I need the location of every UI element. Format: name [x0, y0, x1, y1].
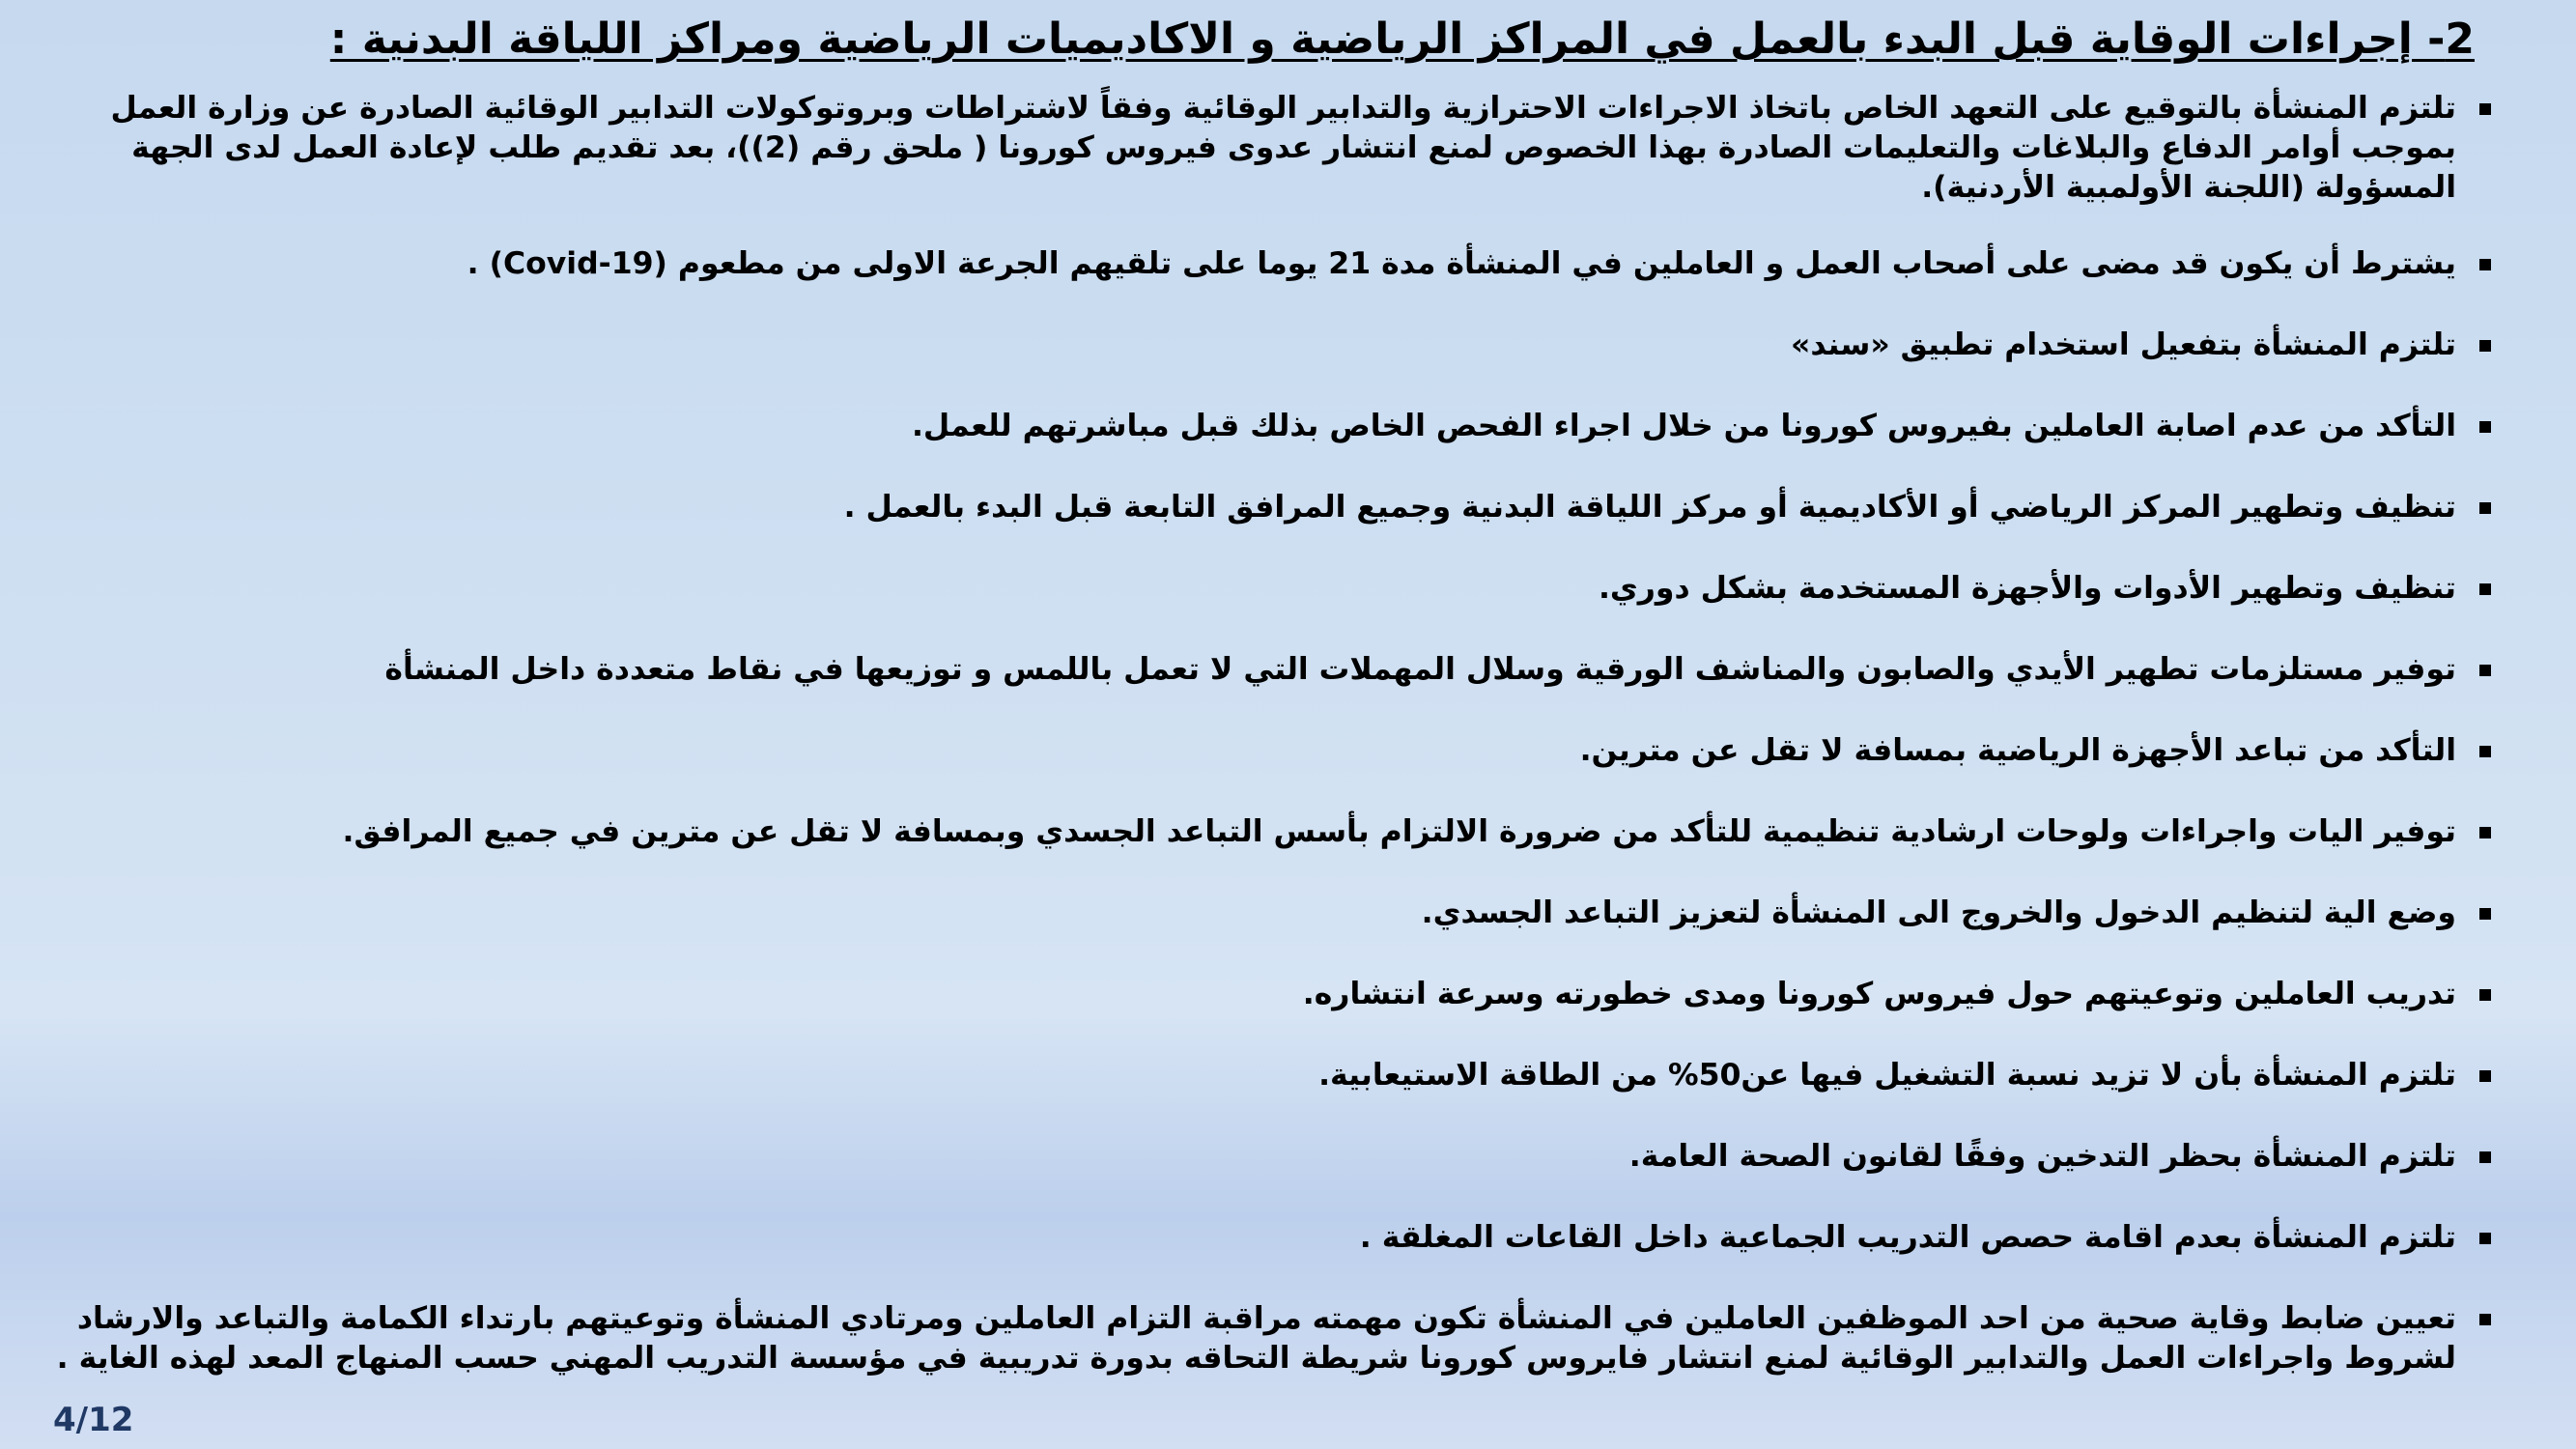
list-item	[19, 326, 2491, 365]
section-title: 2- إجراءات الوقاية قبل البدء بالعمل في المراكز الرياضية و الاكاديميات الرياضية ومراكز اللياقة البدنية :	[329, 14, 2475, 64]
measures-list	[19, 89, 2491, 1415]
list-item-text: تلتزم المنشأة بعدم اقامة حصص التدريب الجماعية داخل القاعات المغلقة .	[1359, 1220, 2456, 1255]
list-item-text: تلتزم المنشأة بأن لا تزيد نسبة التشغيل فيها عن50% من الطاقة الاستيعابية.	[1318, 1058, 2456, 1093]
list-item	[19, 1299, 2491, 1378]
list-item-text: تلتزم المنشأة بحظر التدخين وفقًا لقانون الصحة العامة.	[1628, 1139, 2456, 1174]
square-bullet-icon	[2479, 746, 2491, 757]
list-item	[19, 894, 2491, 933]
list-item	[19, 1056, 2491, 1095]
square-bullet-icon	[2479, 665, 2491, 676]
list-item-text: توفير اليات واجراءات ولوحات ارشادية تنظيمية للتأكد من ضرورة الالتزام بأسس التباعد الجسدي وبمسافة لا تقل عن مترين في جميع المرافق.	[342, 814, 2456, 849]
square-bullet-icon	[2479, 259, 2491, 270]
list-item	[19, 731, 2491, 771]
square-bullet-icon	[2479, 1151, 2491, 1163]
list-item-text: تدريب العاملين وتوعيتهم حول فيروس كورونا ومدى خطورته وسرعة انتشاره.	[1302, 977, 2456, 1011]
list-item-text: يشترط أن يكون قد مضى على أصحاب العمل و العاملين في المنشأة مدة 21 يوما على تلقيهم الجرعة الاولى من مطعوم (Covid-19) .	[467, 246, 2456, 281]
list-item-text: تنظيف وتطهير المركز الرياضي أو الأكاديمية أو مركز اللياقة البدنية وجميع المرافق التابعة قبل البدء بالعمل .	[843, 490, 2456, 525]
list-item	[19, 488, 2491, 527]
list-item-text: التأكد من تباعد الأجهزة الرياضية بمسافة لا تقل عن مترين.	[1579, 733, 2456, 768]
list-item-text: وضع الية لتنظيم الدخول والخروج الى المنشأة لتعزيز التباعد الجسدي.	[1421, 895, 2456, 930]
list-item-text: تنظيف وتطهير الأدوات والأجهزة المستخدمة بشكل دوري.	[1598, 571, 2456, 606]
list-item	[19, 244, 2491, 284]
list-item	[19, 569, 2491, 609]
list-item	[19, 650, 2491, 690]
square-bullet-icon	[2479, 103, 2491, 115]
list-item	[19, 1137, 2491, 1177]
list-item	[19, 89, 2491, 208]
page-number: 4/12	[53, 1401, 134, 1439]
list-item-text: التأكد من عدم اصابة العاملين بفيروس كورونا من خلال اجراء الفحص الخاص بذلك قبل مباشرتهم للعمل.	[911, 409, 2456, 443]
list-item	[19, 1218, 2491, 1258]
list-item-text: تلتزم المنشأة بالتوقيع على التعهد الخاص باتخاذ الاجراءات الاحترازية والتدابير الوقائية وفقاً لاشتراطات وبروتوكولات التدابير الوقائية الصادرة عن وزارة العمل بموجب أوامر الدفاع والبلاغات والتعليمات الصادرة بهذا الخصوص لمنع انتشار عدوى فيروس كورونا ( ملحق رقم (2))، بعد تقديم طلب لإعادة العمل لدى الجهة المسؤولة (اللجنة الأولمبية الأردنية).	[110, 91, 2456, 205]
square-bullet-icon	[2479, 340, 2491, 352]
square-bullet-icon	[2479, 989, 2491, 1001]
list-item-text: تلتزم المنشأة بتفعيل استخدام تطبيق «سند»	[1790, 327, 2456, 362]
square-bullet-icon	[2479, 583, 2491, 595]
list-item	[19, 812, 2491, 852]
square-bullet-icon	[2479, 827, 2491, 838]
square-bullet-icon	[2479, 1314, 2491, 1325]
list-item	[19, 975, 2491, 1014]
list-item-text: تعيين ضابط وقاية صحية من احد الموظفين العاملين في المنشأة تكون مهمته مراقبة التزام العاملين ومرتادي المنشأة وتوعيتهم بارتداء الكمامة والتباعد والارشاد لشروط واجراءات العمل والتدابير الوقائية لمنع انتشار فايروس كورونا شريطة التحاقه بدورة تدريبية في مؤسسة التدريب المهني حسب المنهاج المعد لهذه الغاية .	[56, 1301, 2456, 1376]
list-item	[19, 407, 2491, 446]
square-bullet-icon	[2479, 502, 2491, 514]
square-bullet-icon	[2479, 1233, 2491, 1244]
square-bullet-icon	[2479, 421, 2491, 433]
square-bullet-icon	[2479, 908, 2491, 920]
list-item-text: توفير مستلزمات تطهير الأيدي والصابون والمناشف الورقية وسلال المهملات التي لا تعمل باللمس و توزيعها في نقاط متعددة داخل المنشأة	[384, 652, 2456, 687]
square-bullet-icon	[2479, 1070, 2491, 1082]
